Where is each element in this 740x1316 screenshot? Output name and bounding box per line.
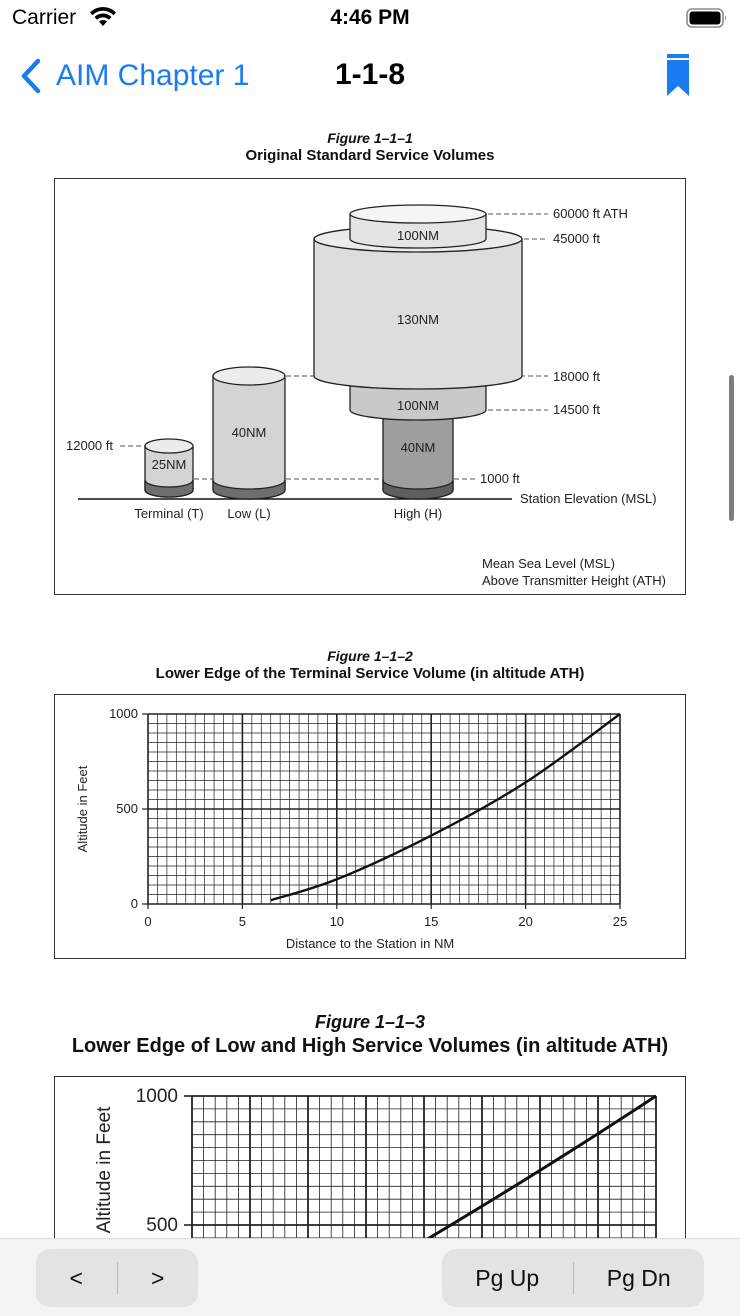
section-nav-group: [36, 1249, 198, 1307]
x-tick-label: 5: [238, 914, 247, 929]
y-tick-label: 1000: [109, 706, 138, 721]
scroll-indicator[interactable]: [729, 375, 734, 521]
category-high-label: High (H): [393, 506, 443, 521]
y-tick-label: 500: [146, 1215, 178, 1236]
back-button-label: AIM Chapter 1: [56, 59, 250, 92]
category-low-label: Low (L): [227, 506, 271, 521]
legend-ath: Above Transmitter Height (ATH): [482, 573, 666, 588]
x-axis-label: Distance to the Station in NM: [285, 936, 455, 951]
y-tick-label: 0: [130, 896, 138, 911]
altitude-18000-label: 18000 ft: [553, 369, 600, 384]
legend-msl: Mean Sea Level (MSL): [482, 556, 615, 571]
document-content[interactable]: [0, 108, 740, 1238]
status-time: 4:46 PM: [330, 6, 410, 29]
navigation-bar: [0, 44, 740, 108]
figure-number: Figure 1–1–2: [327, 648, 413, 664]
bottom-toolbar: [0, 1238, 740, 1316]
low-range-label: 40NM: [231, 425, 267, 440]
battery-icon: [686, 7, 728, 29]
page-title: 1-1-8: [334, 58, 406, 91]
page-up-button[interactable]: Pg Up: [475, 1264, 540, 1291]
high-base-range-label: 40NM: [400, 440, 436, 455]
x-tick-label: 15: [423, 914, 439, 929]
x-tick-label: 0: [144, 914, 152, 929]
figure-3-low-high-lower-edge-chart: [54, 1076, 686, 1238]
y-tick-label: 1000: [135, 1086, 178, 1107]
figure-1-service-volumes-diagram: [54, 178, 686, 595]
figure-title: Lower Edge of Low and High Service Volumes (in altitude ATH): [71, 1035, 669, 1057]
status-bar: [0, 0, 740, 40]
carrier-label: Carrier: [12, 6, 77, 29]
altitude-45000-label: 45000 ft: [553, 231, 600, 246]
terminal-range-label: 25NM: [151, 457, 187, 472]
category-terminal-label: Terminal (T): [134, 506, 204, 521]
y-axis-label: Altitude in Feet: [75, 765, 90, 853]
figure-2-terminal-lower-edge-chart: [54, 694, 686, 959]
figure-1-heading: [0, 130, 740, 164]
y-tick-label: 500: [116, 801, 138, 816]
figure-number: Figure 1–1–1: [327, 130, 413, 146]
x-tick-label: 25: [612, 914, 628, 929]
figure-title: Original Standard Service Volumes: [245, 147, 495, 164]
figure-2-heading: [0, 648, 740, 682]
page-nav-group: [442, 1249, 704, 1307]
previous-section-button[interactable]: <: [69, 1264, 83, 1291]
altitude-12000-label: 12000 ft: [66, 438, 113, 453]
next-section-button[interactable]: >: [151, 1264, 165, 1291]
altitude-14500-label: 14500 ft: [553, 402, 600, 417]
altitude-60000-label: 60000 ft ATH: [553, 206, 628, 221]
station-elevation-label: Station Elevation (MSL): [520, 491, 657, 506]
high-top-range-label: 100NM: [397, 228, 439, 243]
x-tick-label: 10: [329, 914, 345, 929]
figure-number: Figure 1–1–3: [314, 1012, 426, 1032]
page-down-button[interactable]: Pg Dn: [606, 1264, 671, 1291]
altitude-1000-label: 1000 ft: [480, 471, 520, 486]
figure-3-heading: [0, 1012, 740, 1058]
bookmark-icon[interactable]: [664, 52, 692, 98]
figure-title: Lower Edge of the Terminal Service Volume (in altitude ATH): [155, 665, 585, 682]
high-mid-range-label: 130NM: [397, 312, 439, 327]
high-lower-range-label: 100NM: [397, 398, 439, 413]
x-tick-label: 20: [518, 914, 533, 929]
y-axis-label: Altitude in Feet: [94, 1106, 115, 1234]
